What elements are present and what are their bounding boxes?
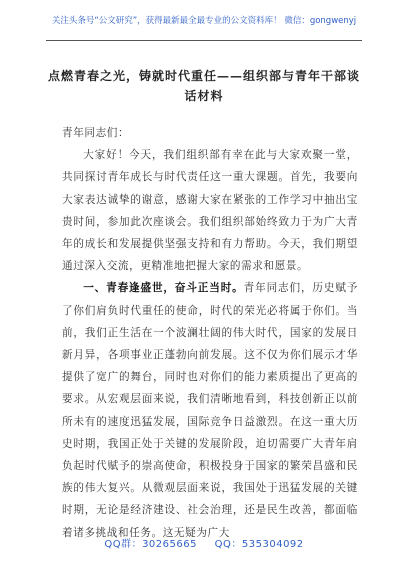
header-banner: 关注头条号“公文研究”，获得最新最全最专业的公文资料库！ 微信：gongwenyj [51, 16, 357, 26]
document-body [62, 122, 358, 544]
salutation: 青年同志们： [62, 127, 130, 139]
section-text: 青年同志们，历史赋予了你们肩负时代重任的使命，时代的荣光必将属于你们。当前，我们正生活在一个波澜壮阔的伟大时代，国家的发展日新月异，各项事业正蓬勃向前发展。这不仅为你们展示才华提供了宽广的舞台，同时也对你们的能力素质提出了更高的要求。从宏观层面来说，我们清晰地看到，科技创新正以前所未有的速度迅猛发展，国际竞争日益激烈。在这一重大历史时期，我国正处于关键的发展阶段，迫切需要广大青年肩负起时代赋予的崇高使命，积极投身于国家的繁荣昌盛和民族的伟大复兴。从微观层面来说，我国处于迅猛发展的关键时期，无论是经济建设、社会治理，还是民生改善，都面临着诸多挑战和任务。这无疑为广大 [62, 282, 359, 539]
paragraph-intro: 大家好！今天，我们组织部有幸在此与大家欢聚一堂，共同探讨青年成长与时代责任这一重大课题。首先，我要向大家表达诚挚的谢意，感谢大家在紧张的工作学习中抽出宝贵时间，参加此次座谈会。我们组织部始终致力于为广大青年的成长和发展提供坚强支持和有力帮助。今天，我们期望通过深入交流，更精准地把握大家的需求和愿景。 [62, 149, 358, 273]
section-heading: 一、青春逢盛世，奋斗正当时。 [83, 282, 244, 295]
footer-qq-group: QQ群：30265665 [104, 539, 197, 550]
document-title: 点燃青春之光，铸就时代重任——组织部与青年干部谈话材料 [47, 69, 360, 103]
footer [0, 535, 408, 550]
paragraph-section-1 [62, 277, 358, 543]
header-divider [46, 40, 362, 41]
footer-qq: QQ：535304092 [214, 539, 304, 550]
